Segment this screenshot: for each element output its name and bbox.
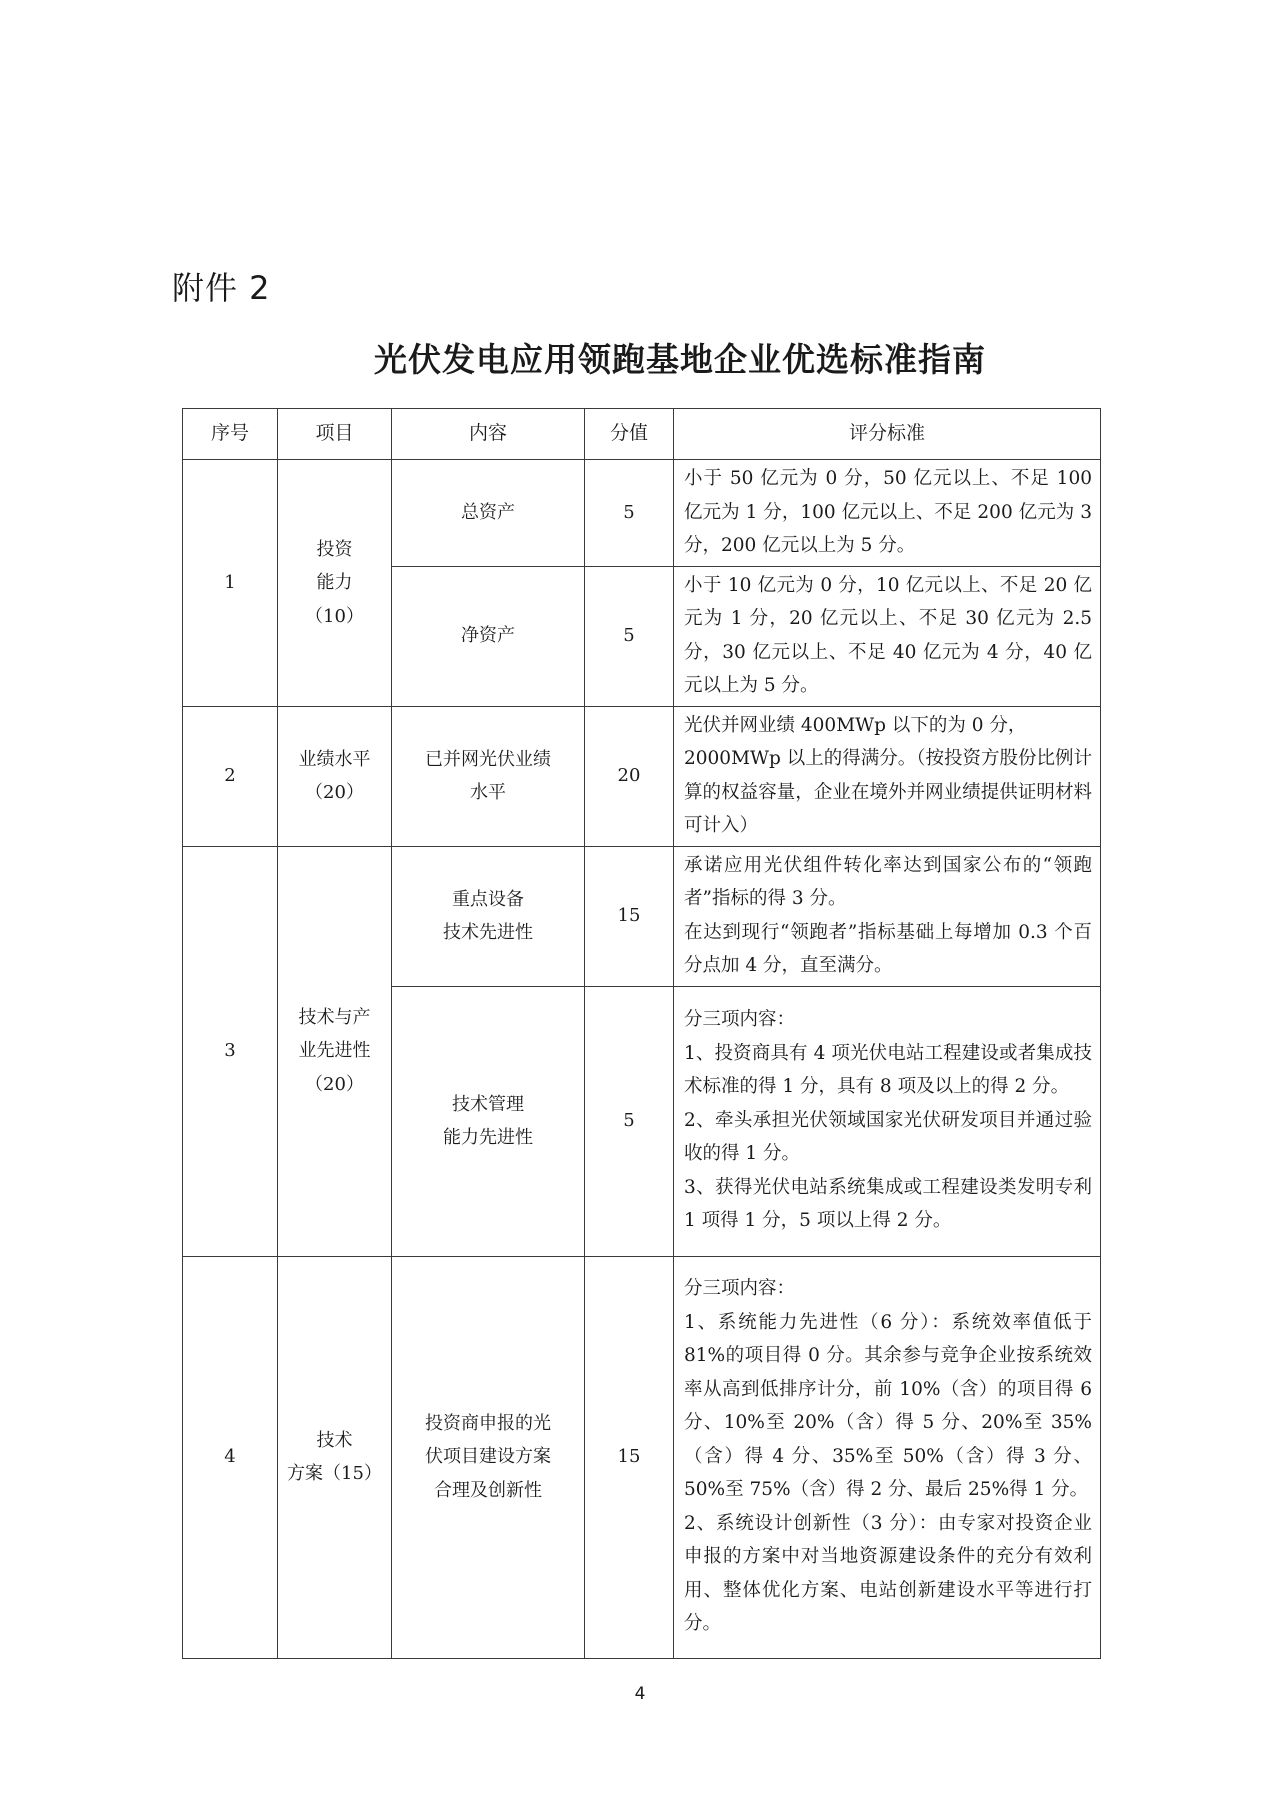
document-title: 光伏发电应用领跑基地企业优选标准指南 (374, 340, 986, 379)
group-item: 技术 方案（15） (278, 1256, 392, 1658)
table-row (183, 846, 1101, 986)
row-criteria: 小于 50 亿元为 0 分，50 亿元以上、不足 100 亿元为 1 分，100 亿元以上、不足 200 亿元为 3 分，200 亿元以上为 5 分。 (674, 460, 1101, 567)
row-content: 重点设备 技术先进性 (392, 846, 585, 986)
row-criteria: 承诺应用光伏组件转化率达到国家公布的“领跑者”指标的得 3 分。 在达到现行“领跑者”指标基础上每增加 0.3 个百分点加 4 分，直至满分。 (674, 846, 1101, 986)
header-points: 分值 (585, 409, 674, 460)
row-content: 总资产 (392, 460, 585, 567)
table-header-row (183, 409, 1101, 460)
page-number: 4 (634, 1684, 646, 1704)
row-points: 5 (585, 986, 674, 1256)
row-points: 15 (585, 846, 674, 986)
group-item: 业绩水平 （20） (278, 706, 392, 846)
group-number: 2 (183, 706, 278, 846)
row-points: 5 (585, 566, 674, 706)
group-number: 3 (183, 846, 278, 1256)
group-number: 1 (183, 460, 278, 707)
header-content: 内容 (392, 409, 585, 460)
row-criteria: 分三项内容： 1、系统能力先进性（6 分）：系统效率值低于 81%的项目得 0 分。其余参与竞争企业按系统效率从高到低排序计分，前 10%（含）的项目得 6 分、10%至 20%（含）得 5 分、20%至 35%（含）得 4 分、35%至 50%（含）得 3 分、50%至 75%（含）得 2 分、最后 25%得 1 分。 2、系统设计创新性（3 分）：由专家对投资企业申报的方案中对当地资源建设条件的充分有效利用、整体优化方案、电站创新建设水平等进行打分。 (674, 1256, 1101, 1658)
row-content: 净资产 (392, 566, 585, 706)
row-criteria: 分三项内容： 1、投资商具有 4 项光伏电站工程建设或者集成技术标准的得 1 分，具有 8 项及以上的得 2 分。 2、牵头承担光伏领域国家光伏研发项目并通过验收的得 1 分。 3、获得光伏电站系统集成或工程建设类发明专利 1 项得 1 分，5 项以上得 2 分。 (674, 986, 1101, 1256)
row-points: 15 (585, 1256, 674, 1658)
annex-label: 附件 2 (172, 269, 271, 307)
group-item: 技术与产 业先进性 （20） (278, 846, 392, 1256)
group-number: 4 (183, 1256, 278, 1658)
header-item: 项目 (278, 409, 392, 460)
group-item: 投资 能力 （10） (278, 460, 392, 707)
row-content: 技术管理 能力先进性 (392, 986, 585, 1256)
table-row (183, 460, 1101, 567)
header-no: 序号 (183, 409, 278, 460)
selection-criteria-table (182, 408, 1101, 1659)
row-content: 投资商申报的光 伏项目建设方案 合理及创新性 (392, 1256, 585, 1658)
row-points: 20 (585, 706, 674, 846)
row-criteria: 小于 10 亿元为 0 分，10 亿元以上、不足 20 亿元为 1 分，20 亿元以上、不足 30 亿元为 2.5 分，30 亿元以上、不足 40 亿元为 4 分，40 亿元以上为 5 分。 (674, 566, 1101, 706)
header-criteria: 评分标准 (674, 409, 1101, 460)
row-criteria: 光伏并网业绩 400MWp 以下的为 0 分， 2000MWp 以上的得满分。（按投资方股份比例计算的权益容量，企业在境外并网业绩提供证明材料可计入） (674, 706, 1101, 846)
row-points: 5 (585, 460, 674, 567)
row-content: 已并网光伏业绩 水平 (392, 706, 585, 846)
table-row (183, 1256, 1101, 1658)
table-row (183, 706, 1101, 846)
